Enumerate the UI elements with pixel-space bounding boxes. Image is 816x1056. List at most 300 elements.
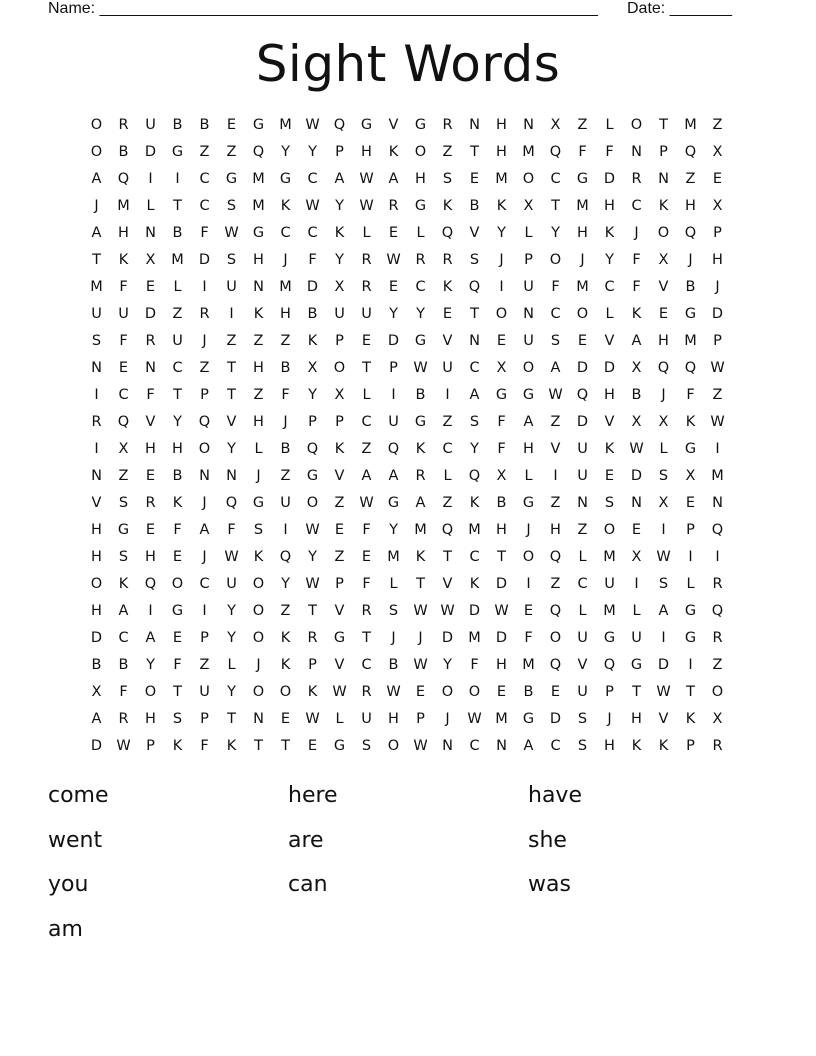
grid-letter: H	[361, 144, 372, 160]
word-list-item: come	[48, 783, 109, 808]
grid-letter: Z	[334, 549, 345, 565]
grid-letter: Q	[306, 441, 319, 457]
grid-letter: F	[524, 630, 533, 646]
grid-letter: E	[145, 522, 156, 538]
grid-letter: G	[684, 603, 697, 619]
grid-letter: G	[522, 387, 535, 403]
grid-letter: T	[173, 198, 182, 214]
grid-letter: X	[118, 441, 129, 457]
grid-letter: A	[388, 171, 399, 187]
grid-letter: Y	[470, 441, 479, 457]
grid-letter: Y	[308, 549, 317, 565]
grid-letter: K	[496, 198, 507, 214]
grid-letter: J	[661, 387, 666, 403]
grid-letter: O	[198, 441, 211, 457]
grid-letter: H	[415, 171, 426, 187]
grid-letter: B	[172, 225, 183, 241]
grid-letter: C	[280, 225, 291, 241]
grid-letter: H	[280, 306, 291, 322]
grid-letter: T	[362, 630, 371, 646]
grid-letter: E	[631, 522, 642, 538]
grid-letter: Z	[199, 657, 210, 673]
grid-letter: N	[145, 225, 156, 241]
grid-letter: X	[712, 144, 723, 160]
grid-letter: L	[146, 198, 155, 214]
grid-letter: D	[495, 630, 508, 646]
date-blank: _______	[669, 0, 732, 17]
grid-letter: V	[658, 279, 669, 295]
grid-letter: W	[359, 495, 374, 511]
grid-letter: M	[522, 144, 535, 160]
grid-letter: R	[415, 252, 426, 268]
grid-letter: O	[252, 684, 265, 700]
grid-letter: G	[279, 171, 292, 187]
grid-letter: K	[280, 630, 291, 646]
grid-letter: H	[91, 549, 102, 565]
grid-letter: L	[362, 225, 371, 241]
grid-letter: H	[496, 144, 507, 160]
grid-letter: M	[252, 171, 265, 187]
grid-letter: H	[145, 549, 156, 565]
grid-letter: P	[524, 252, 533, 268]
grid-letter: Y	[227, 603, 236, 619]
grid-letter: H	[172, 441, 183, 457]
grid-letter: W	[305, 117, 320, 133]
grid-letter: U	[199, 684, 210, 700]
grid-letter: J	[256, 657, 261, 673]
grid-letter: N	[469, 333, 480, 349]
grid-letter: N	[631, 144, 642, 160]
grid-letter: S	[550, 333, 561, 349]
grid-letter: K	[280, 657, 291, 673]
grid-letter: F	[119, 333, 128, 349]
grid-letter: C	[199, 171, 210, 187]
grid-letter: I	[661, 522, 666, 538]
grid-letter: D	[576, 360, 589, 376]
grid-letter: H	[91, 522, 102, 538]
grid-letter: I	[634, 576, 639, 592]
grid-letter: F	[119, 279, 128, 295]
grid-letter: Z	[280, 603, 291, 619]
grid-letter: Z	[253, 387, 264, 403]
grid-letter: X	[550, 117, 561, 133]
grid-letter: B	[388, 657, 399, 673]
grid-letter: F	[362, 576, 371, 592]
grid-letter: J	[94, 198, 99, 214]
grid-letter: E	[172, 549, 183, 565]
grid-letter: V	[91, 495, 102, 511]
grid-letter: Y	[281, 144, 290, 160]
grid-letter: P	[335, 333, 344, 349]
grid-letter: O	[441, 684, 454, 700]
grid-letter: Y	[227, 441, 236, 457]
grid-letter: L	[335, 711, 344, 727]
grid-letter: W	[440, 603, 455, 619]
grid-letter: N	[145, 360, 156, 376]
grid-letter: N	[523, 306, 534, 322]
grid-letter: O	[657, 225, 670, 241]
grid-letter: Z	[685, 171, 696, 187]
grid-letter: F	[605, 144, 614, 160]
grid-letter: L	[578, 549, 587, 565]
grid-letter: O	[414, 144, 427, 160]
grid-letter: Q	[657, 360, 670, 376]
grid-letter: I	[661, 630, 666, 646]
grid-letter: K	[226, 738, 237, 754]
grid-letter: T	[173, 684, 182, 700]
grid-letter: U	[226, 576, 237, 592]
grid-letter: P	[335, 144, 344, 160]
grid-letter: W	[359, 171, 374, 187]
grid-letter: Z	[712, 657, 723, 673]
grid-letter: Z	[118, 468, 129, 484]
letter-grid	[83, 112, 731, 760]
grid-letter: G	[414, 198, 427, 214]
word-list-item: have	[528, 783, 582, 808]
grid-letter: D	[576, 414, 589, 430]
grid-letter: Z	[361, 441, 372, 457]
grid-letter: R	[712, 630, 723, 646]
grid-letter: F	[119, 684, 128, 700]
grid-letter: L	[524, 468, 533, 484]
grid-letter: O	[306, 495, 319, 511]
grid-letter: K	[658, 738, 669, 754]
grid-letter: G	[414, 414, 427, 430]
grid-letter: B	[469, 198, 480, 214]
word-list-item: can	[288, 872, 328, 897]
grid-letter: G	[684, 630, 697, 646]
grid-letter: V	[604, 333, 615, 349]
grid-letter: F	[173, 657, 182, 673]
grid-letter: M	[387, 549, 400, 565]
grid-letter: O	[144, 684, 157, 700]
grid-letter: G	[414, 117, 427, 133]
grid-letter: P	[713, 225, 722, 241]
grid-letter: K	[172, 495, 183, 511]
grid-letter: U	[577, 630, 588, 646]
grid-letter: J	[634, 225, 639, 241]
grid-letter: K	[442, 198, 453, 214]
grid-letter: W	[413, 738, 428, 754]
grid-letter: Y	[146, 657, 155, 673]
grid-letter: B	[631, 387, 642, 403]
grid-letter: S	[118, 549, 129, 565]
grid-letter: X	[631, 549, 642, 565]
grid-letter: U	[334, 306, 345, 322]
grid-letter: W	[710, 360, 725, 376]
grid-letter: M	[90, 279, 103, 295]
grid-letter: I	[229, 306, 234, 322]
grid-letter: H	[496, 522, 507, 538]
name-label: Name:	[48, 0, 100, 17]
grid-letter: W	[548, 387, 563, 403]
grid-letter: F	[497, 414, 506, 430]
grid-letter: I	[202, 603, 207, 619]
grid-letter: V	[226, 414, 237, 430]
grid-letter: O	[252, 630, 265, 646]
grid-letter: F	[227, 522, 236, 538]
grid-letter: E	[361, 333, 372, 349]
grid-letter: I	[715, 549, 720, 565]
word-list-item: was	[528, 872, 571, 897]
grid-letter: M	[495, 711, 508, 727]
grid-letter: D	[144, 144, 157, 160]
grid-letter: A	[523, 414, 534, 430]
grid-letter: D	[441, 630, 454, 646]
word-list-item: went	[48, 827, 103, 853]
grid-letter: W	[656, 684, 671, 700]
grid-letter: Q	[468, 279, 481, 295]
grid-letter: G	[684, 441, 697, 457]
grid-letter: R	[145, 495, 156, 511]
grid-letter: U	[145, 117, 156, 133]
grid-letter: Z	[226, 333, 237, 349]
grid-letter: L	[443, 468, 452, 484]
grid-letter: L	[254, 441, 263, 457]
grid-letter: H	[658, 333, 669, 349]
grid-letter: X	[712, 198, 723, 214]
grid-letter: Y	[443, 657, 452, 673]
grid-letter: X	[496, 360, 507, 376]
grid-letter: T	[632, 684, 641, 700]
grid-letter: K	[658, 198, 669, 214]
grid-letter: R	[415, 468, 426, 484]
grid-letter: R	[361, 279, 372, 295]
grid-letter: Y	[335, 252, 344, 268]
grid-letter: S	[172, 711, 183, 727]
grid-letter: P	[335, 414, 344, 430]
grid-letter: T	[362, 360, 371, 376]
grid-letter: X	[91, 684, 102, 700]
grid-letter: D	[144, 306, 157, 322]
grid-letter: U	[577, 441, 588, 457]
grid-letter: O	[522, 360, 535, 376]
grid-letter: K	[172, 738, 183, 754]
grid-letter: T	[470, 144, 479, 160]
word-list-item: here	[288, 783, 338, 808]
grid-letter: U	[604, 576, 615, 592]
grid-letter: M	[279, 117, 292, 133]
grid-letter: B	[685, 279, 696, 295]
grid-letter: E	[712, 171, 723, 187]
grid-letter: V	[388, 117, 399, 133]
grid-letter: F	[362, 522, 371, 538]
grid-letter: Z	[442, 495, 453, 511]
grid-letter: E	[604, 468, 615, 484]
grid-letter: N	[523, 117, 534, 133]
grid-letter: R	[199, 306, 210, 322]
grid-letter: U	[91, 306, 102, 322]
grid-letter: I	[148, 603, 153, 619]
grid-letter: I	[688, 657, 693, 673]
grid-letter: F	[470, 657, 479, 673]
grid-letter: W	[305, 711, 320, 727]
grid-letter: F	[497, 441, 506, 457]
grid-letter: M	[279, 279, 292, 295]
grid-letter: H	[523, 441, 534, 457]
grid-letter: B	[172, 468, 183, 484]
grid-letter: U	[388, 414, 399, 430]
grid-letter: D	[468, 603, 481, 619]
grid-letter: F	[632, 279, 641, 295]
grid-letter: E	[118, 360, 129, 376]
grid-letter: O	[603, 522, 616, 538]
grid-letter: R	[307, 630, 318, 646]
grid-letter: C	[118, 630, 129, 646]
grid-letter: V	[334, 603, 345, 619]
grid-letter: M	[495, 171, 508, 187]
grid-letter: D	[630, 468, 643, 484]
grid-letter: K	[253, 306, 264, 322]
grid-letter: G	[522, 495, 535, 511]
grid-letter: W	[413, 603, 428, 619]
grid-letter: Z	[334, 495, 345, 511]
grid-letter: G	[306, 468, 319, 484]
grid-letter: A	[415, 495, 426, 511]
grid-letter: P	[659, 144, 668, 160]
grid-letter: V	[145, 414, 156, 430]
grid-letter: L	[389, 576, 398, 592]
grid-letter: Z	[280, 333, 291, 349]
grid-letter: J	[715, 279, 720, 295]
grid-letter: E	[226, 117, 237, 133]
grid-letter: Q	[441, 225, 454, 241]
grid-letter: K	[334, 441, 345, 457]
grid-letter: T	[254, 738, 263, 754]
grid-letter: O	[387, 738, 400, 754]
grid-letter: F	[551, 279, 560, 295]
grid-letter: L	[362, 387, 371, 403]
grid-letter: F	[281, 387, 290, 403]
grid-letter: I	[202, 279, 207, 295]
grid-letter: G	[522, 711, 535, 727]
grid-letter: N	[253, 711, 264, 727]
grid-letter: E	[415, 684, 426, 700]
grid-letter: E	[658, 306, 669, 322]
grid-letter: U	[361, 306, 372, 322]
grid-letter: L	[605, 306, 614, 322]
grid-letter: T	[92, 252, 101, 268]
grid-letter: J	[256, 468, 261, 484]
grid-letter: V	[334, 657, 345, 673]
grid-letter: A	[145, 630, 156, 646]
grid-letter: M	[522, 657, 535, 673]
grid-letter: H	[253, 414, 264, 430]
grid-letter: O	[333, 360, 346, 376]
grid-letter: H	[577, 225, 588, 241]
grid-letter: N	[253, 279, 264, 295]
grid-letter: E	[496, 684, 507, 700]
grid-letter: C	[199, 198, 210, 214]
grid-letter: K	[280, 198, 291, 214]
grid-letter: G	[252, 225, 265, 241]
word-list-item: you	[48, 872, 89, 897]
grid-letter: K	[415, 441, 426, 457]
grid-letter: L	[227, 657, 236, 673]
grid-letter: D	[306, 279, 319, 295]
grid-letter: D	[711, 306, 724, 322]
grid-letter: S	[658, 468, 669, 484]
grid-letter: Y	[335, 198, 344, 214]
grid-letter: U	[172, 333, 183, 349]
grid-letter: W	[413, 360, 428, 376]
grid-letter: R	[388, 198, 399, 214]
grid-letter: V	[442, 333, 453, 349]
grid-letter: M	[684, 117, 697, 133]
grid-letter: R	[118, 117, 129, 133]
grid-letter: S	[442, 171, 453, 187]
grid-letter: K	[253, 549, 264, 565]
grid-letter: S	[469, 252, 480, 268]
grid-letter: C	[550, 306, 561, 322]
word-list-item: are	[288, 827, 324, 853]
grid-letter: H	[145, 711, 156, 727]
grid-letter: Q	[549, 603, 562, 619]
grid-letter: G	[576, 171, 589, 187]
grid-letter: Q	[549, 549, 562, 565]
grid-letter: T	[227, 360, 236, 376]
grid-letter: Q	[117, 171, 130, 187]
grid-letter: A	[469, 387, 480, 403]
grid-letter: P	[686, 522, 695, 538]
grid-letter: C	[469, 549, 480, 565]
grid-letter: X	[658, 252, 669, 268]
grid-letter: K	[631, 738, 642, 754]
grid-letter: W	[305, 198, 320, 214]
grid-letter: K	[685, 414, 696, 430]
word-list	[48, 778, 768, 956]
grid-letter: Q	[603, 657, 616, 673]
grid-letter: V	[658, 711, 669, 727]
grid-letter: Q	[117, 414, 130, 430]
grid-letter: M	[711, 468, 724, 484]
grid-letter: I	[445, 387, 450, 403]
grid-letter: O	[549, 252, 562, 268]
grid-letter: X	[631, 414, 642, 430]
grid-letter: G	[171, 603, 184, 619]
grid-letter: Z	[199, 144, 210, 160]
grid-letter: T	[173, 387, 182, 403]
grid-letter: S	[91, 333, 102, 349]
grid-letter: M	[603, 549, 616, 565]
grid-letter: Z	[712, 117, 723, 133]
grid-letter: G	[333, 630, 346, 646]
grid-letter: W	[629, 441, 644, 457]
grid-letter: I	[391, 387, 396, 403]
grid-letter: G	[414, 333, 427, 349]
grid-letter: E	[361, 549, 372, 565]
grid-letter: S	[469, 414, 480, 430]
grid-letter: K	[388, 144, 399, 160]
grid-letter: R	[361, 252, 372, 268]
grid-letter: Q	[549, 657, 562, 673]
grid-letter: Y	[173, 414, 182, 430]
grid-letter: N	[496, 738, 507, 754]
grid-letter: N	[442, 738, 453, 754]
grid-letter: F	[146, 387, 155, 403]
grid-letter: J	[283, 252, 288, 268]
grid-letter: H	[604, 387, 615, 403]
grid-letter: N	[469, 117, 480, 133]
grid-letter: Y	[605, 252, 614, 268]
grid-letter: M	[603, 603, 616, 619]
grid-letter: Q	[684, 225, 697, 241]
grid-letter: M	[468, 630, 481, 646]
grid-letter: H	[118, 225, 129, 241]
grid-letter: X	[334, 279, 345, 295]
date-field	[627, 0, 732, 18]
grid-letter: H	[91, 603, 102, 619]
